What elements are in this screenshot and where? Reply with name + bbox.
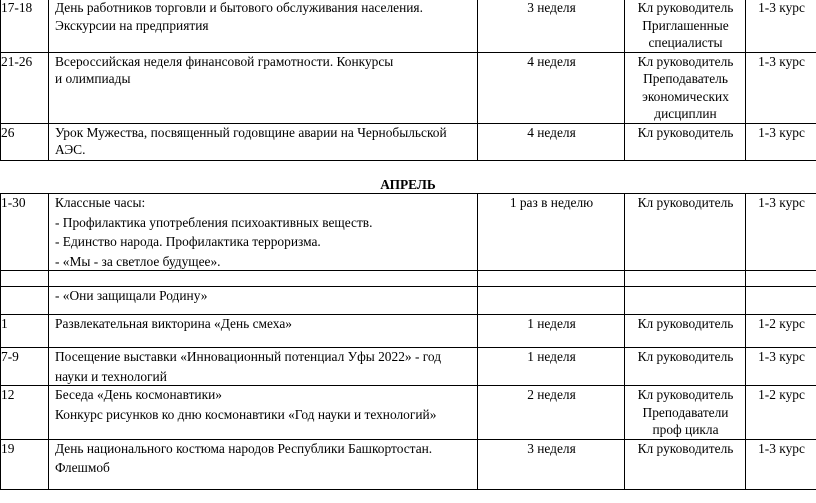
- event-cell: [49, 271, 478, 287]
- course-cell: [746, 271, 816, 287]
- event-cell-line: Классные часы:: [55, 195, 146, 210]
- course-cell: 1-3 курс: [746, 348, 816, 386]
- course-cell: 1-2 курс: [746, 315, 816, 348]
- date-cell: [1, 287, 49, 315]
- table-row: [1, 271, 816, 287]
- event-cell: [49, 386, 478, 440]
- date-cell: 17-18: [1, 0, 49, 52]
- event-cell: [49, 439, 478, 489]
- date-cell: 26: [1, 123, 49, 160]
- event-cell-line: - «Мы - за светлое будущее».: [55, 253, 221, 269]
- responsible-cell-line: Кл руководитель: [637, 195, 734, 210]
- event-cell-line: - Профилактика употребления психоактивных веществ.: [55, 214, 373, 230]
- responsible-cell-line: Преподаватель: [643, 71, 728, 86]
- week-cell: 3 неделя: [478, 0, 625, 52]
- event-cell-line: Экскурсии на предприятия: [55, 17, 209, 33]
- date-cell: 7-9: [1, 348, 49, 386]
- event-cell-line: Урок Мужества, посвященный годовщине аварии на Чернобыльской: [55, 124, 447, 140]
- event-cell-line: День национального костюма народов Республики Башкортостан.: [55, 440, 433, 456]
- course-cell: 1-3 курс: [746, 123, 816, 160]
- event-cell-line: науки и технологий: [55, 368, 167, 384]
- event-cell-line: - Единство народа. Профилактика терроризма.: [55, 234, 321, 249]
- week-cell: [478, 287, 625, 315]
- event-cell: [49, 287, 478, 315]
- event-cell: [49, 315, 478, 348]
- event-cell-line: Конкурс рисунков ко дню космонавтики «Год науки и технологий»: [55, 406, 437, 422]
- course-cell: 1-3 курс: [746, 0, 816, 52]
- responsible-cell: [625, 123, 746, 160]
- responsible-cell-line: Приглашенные: [642, 17, 729, 33]
- responsible-cell-line: проф цикла: [652, 422, 719, 437]
- table-row: [1, 439, 816, 489]
- responsible-cell-line: Кл руководитель: [637, 316, 734, 331]
- table-row: [1, 52, 816, 123]
- date-cell: 1: [1, 315, 49, 348]
- table-row: [1, 123, 816, 160]
- responsible-cell-line: Кл руководитель: [637, 0, 734, 15]
- week-cell: 4 неделя: [478, 52, 625, 123]
- week-cell: 3 неделя: [478, 439, 625, 489]
- date-cell: 1-30: [1, 194, 49, 271]
- events-table-april: [0, 193, 816, 490]
- responsible-cell-line: специалисты: [648, 35, 723, 50]
- date-cell: 12: [1, 386, 49, 440]
- responsible-cell: [625, 0, 746, 52]
- event-cell-line: Флешмоб: [55, 460, 110, 475]
- responsible-cell: [625, 439, 746, 489]
- event-cell-line: Беседа «День космонавтики»: [55, 387, 222, 402]
- responsible-cell-line: Кл руководитель: [637, 440, 734, 456]
- event-cell-line: Всероссийская неделя финансовой грамотности. Конкурсы: [55, 53, 394, 69]
- responsible-cell-line: Кл руководитель: [637, 349, 734, 364]
- table-row: [1, 348, 816, 386]
- event-cell-line: - «Они защищали Родину»: [55, 288, 208, 303]
- table-row: [1, 315, 816, 348]
- table-row: [1, 0, 816, 52]
- course-cell: [746, 287, 816, 315]
- event-cell-line: Посещение выставки «Инновационный потенциал Уфы 2022» - год: [55, 349, 442, 364]
- month-heading: АПРЕЛЬ: [380, 177, 436, 192]
- responsible-cell: [625, 287, 746, 315]
- week-cell: 1 неделя: [478, 348, 625, 386]
- responsible-cell-line: дисциплин: [654, 106, 717, 121]
- event-cell: [49, 123, 478, 160]
- event-cell-line: Развлекательная викторина «День смеха»: [55, 316, 292, 331]
- responsible-cell-line: Кл руководитель: [637, 124, 734, 140]
- date-cell: [1, 271, 49, 287]
- responsible-cell-line: Кл руководитель: [637, 53, 734, 69]
- responsible-cell-line: Кл руководитель: [637, 387, 734, 402]
- responsible-cell: [625, 315, 746, 348]
- week-cell: 1 неделя: [478, 315, 625, 348]
- responsible-cell: [625, 194, 746, 271]
- table-row: [1, 386, 816, 440]
- event-cell-line: АЭС.: [55, 142, 86, 157]
- week-cell: [478, 271, 625, 287]
- event-cell: [49, 348, 478, 386]
- date-cell: 21-26: [1, 52, 49, 123]
- course-cell: 1-3 курс: [746, 439, 816, 489]
- course-cell: 1-3 курс: [746, 194, 816, 271]
- date-cell: 19: [1, 439, 49, 489]
- event-cell: [49, 194, 478, 271]
- event-cell: [49, 0, 478, 52]
- week-cell: 2 неделя: [478, 386, 625, 440]
- course-cell: 1-3 курс: [746, 52, 816, 123]
- week-cell: 4 неделя: [478, 123, 625, 160]
- event-cell: [49, 52, 478, 123]
- responsible-cell: [625, 271, 746, 287]
- table-row: [1, 287, 816, 315]
- week-cell: 1 раз в неделю: [478, 194, 625, 271]
- event-cell-line: и олимпиады: [55, 71, 131, 86]
- table-row: [1, 194, 816, 271]
- responsible-cell-line: экономических: [642, 88, 729, 104]
- responsible-cell-line: Преподаватели: [642, 404, 729, 420]
- event-cell-line: День работников торговли и бытового обслуживания населения.: [55, 0, 423, 15]
- responsible-cell: [625, 386, 746, 440]
- course-cell: 1-2 курс: [746, 386, 816, 440]
- events-table-march: [0, 0, 816, 161]
- responsible-cell: [625, 52, 746, 123]
- responsible-cell: [625, 348, 746, 386]
